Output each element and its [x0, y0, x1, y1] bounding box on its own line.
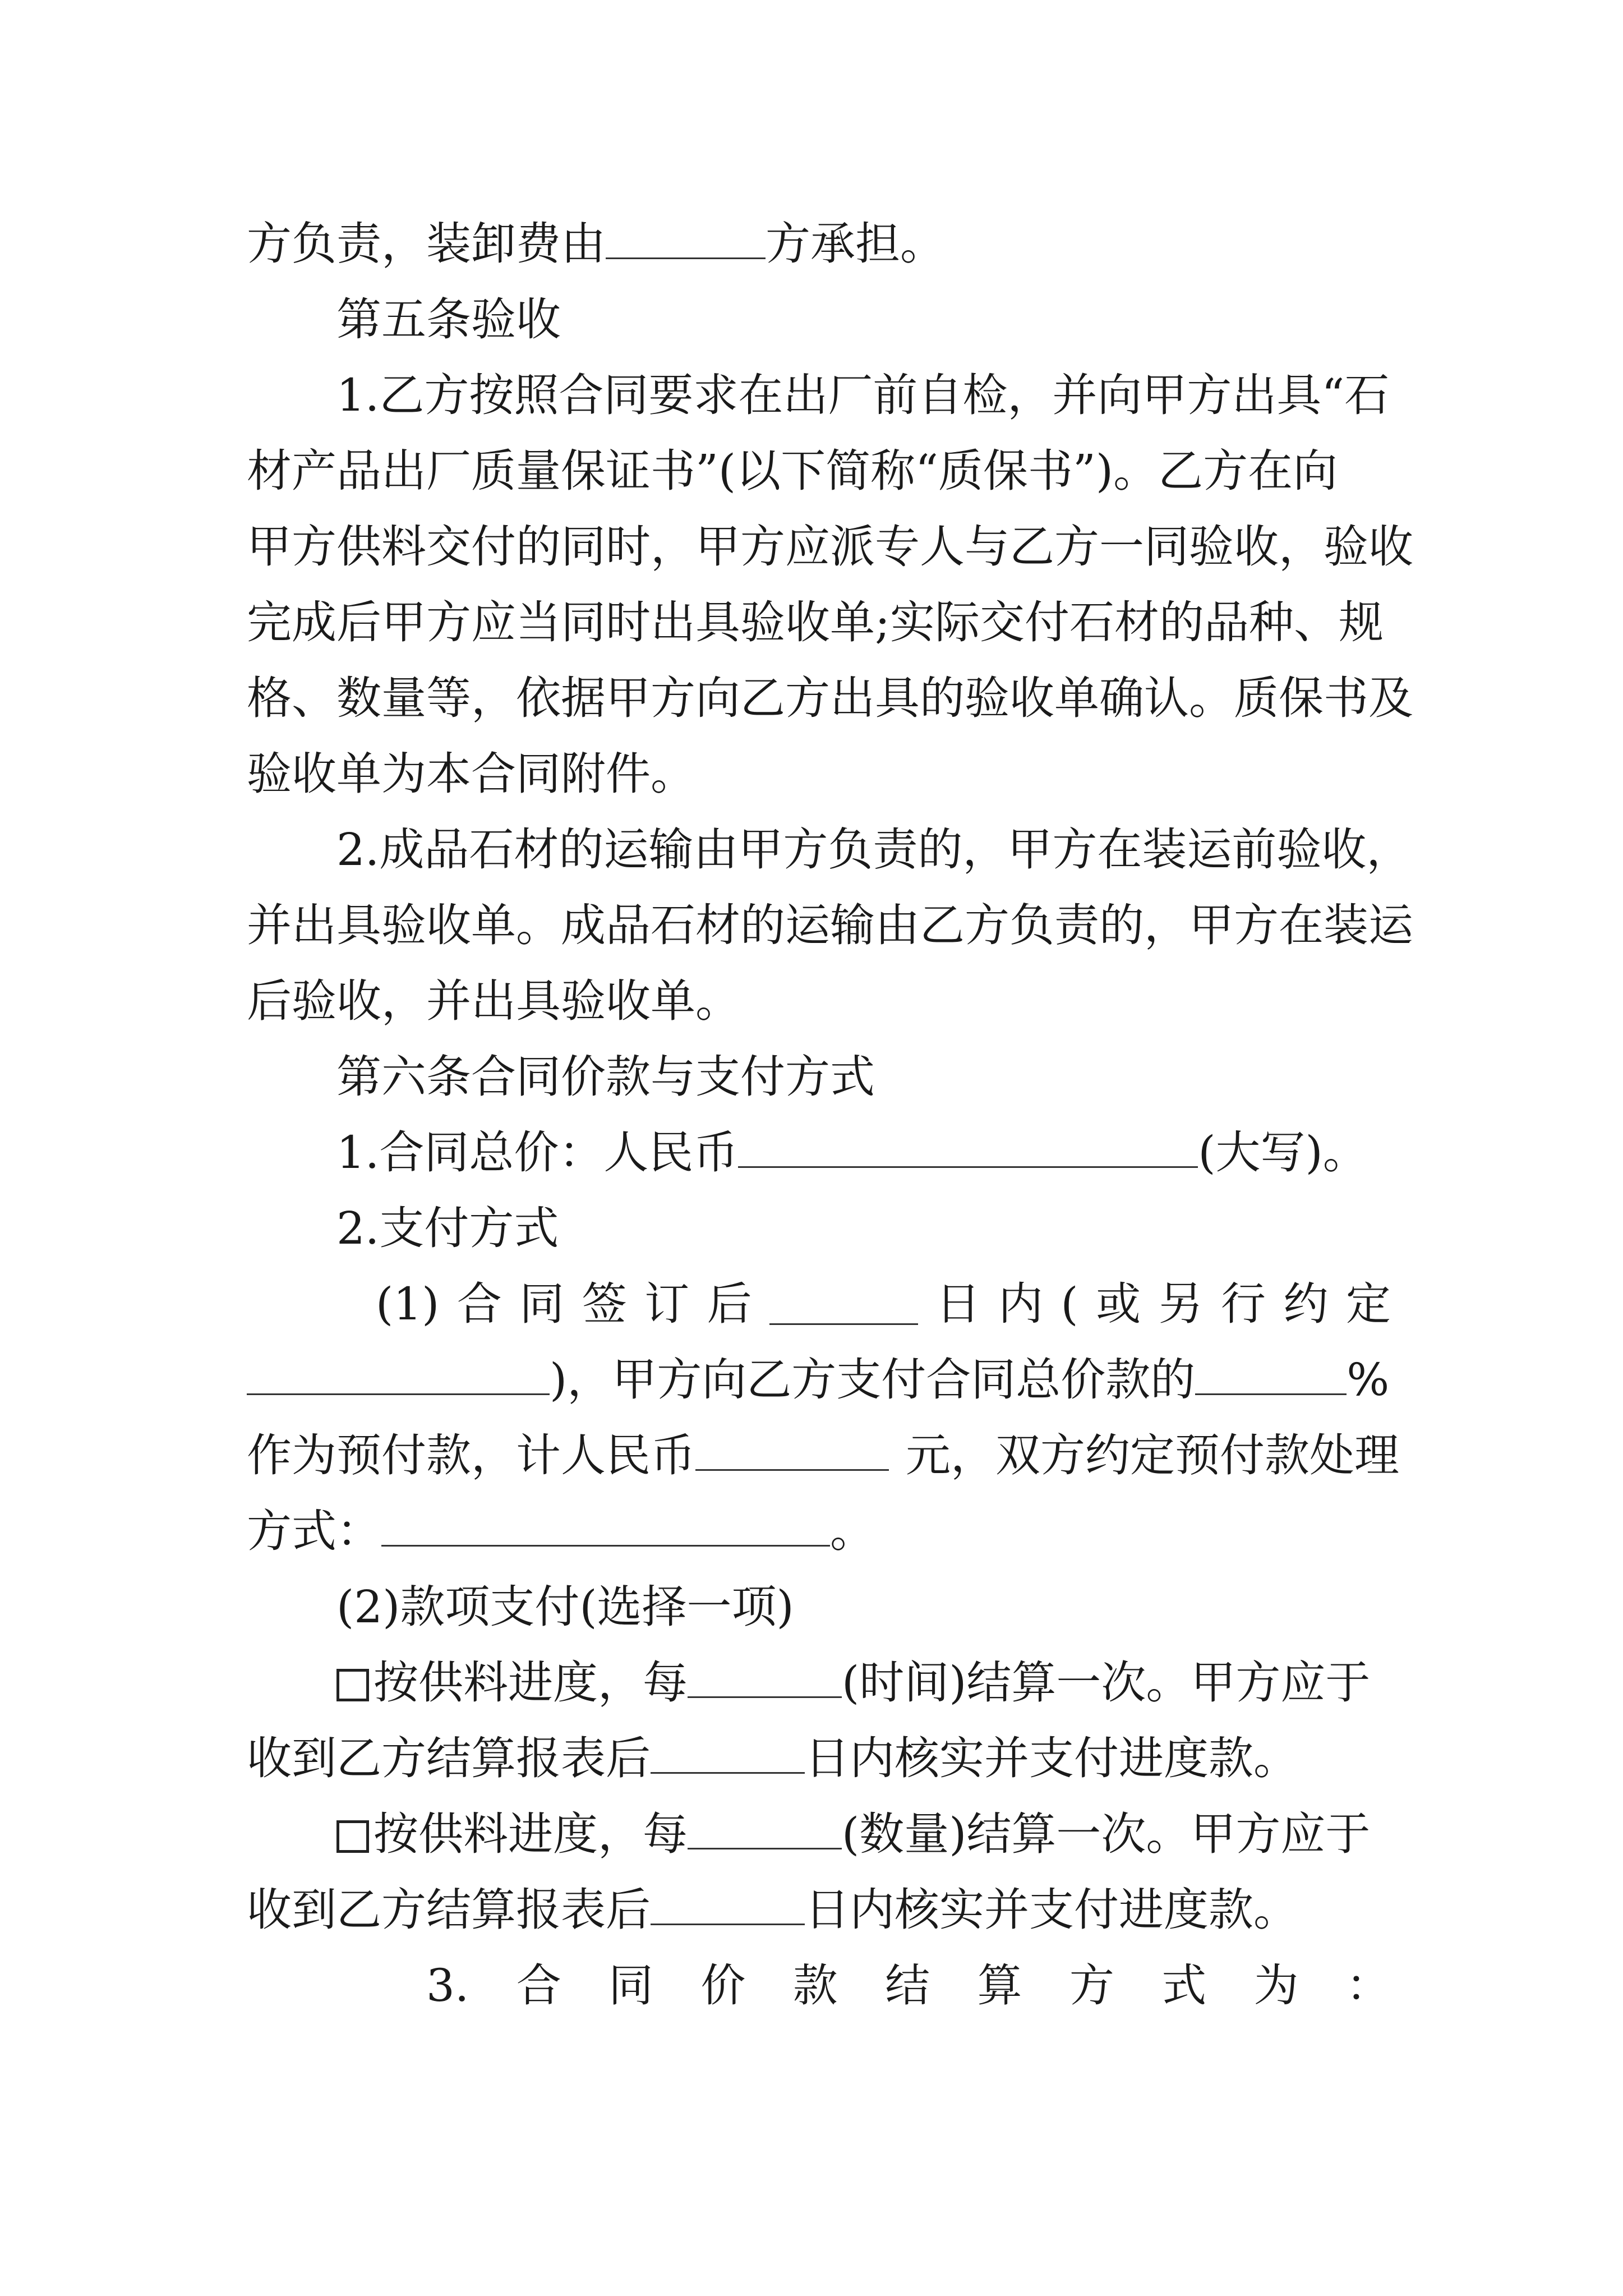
fill-blank — [738, 1127, 1198, 1168]
checkbox-icon[interactable] — [336, 1820, 369, 1853]
text-segment: 收到乙方结算报表后 — [247, 1884, 651, 1936]
text-segment: % — [1347, 1354, 1390, 1406]
text-segment: 日内核实并支付进度款。 — [805, 1732, 1298, 1784]
text-segment: 为 — [1253, 1959, 1299, 2012]
text-line — [247, 1416, 1399, 1495]
justified-line — [426, 1947, 1391, 2025]
text-line: 甲方供料交付的同时，甲方应派专人与乙方一同验收，验收 — [247, 521, 1413, 573]
text-segment: 。 — [830, 1505, 875, 1557]
text-segment: )，甲方向乙方支付合同总价款的 — [550, 1354, 1196, 1406]
text-segment: 签 — [582, 1278, 627, 1330]
text-line — [336, 1114, 1391, 1192]
text-line — [247, 1492, 1391, 1571]
text-line: 2.支付方式 — [336, 1202, 559, 1254]
fill-blank — [606, 218, 766, 259]
article-title: 第六条合同价款与支付方式 — [336, 1051, 875, 1103]
text-segment: (时间)结算一次。甲方应于 — [842, 1657, 1371, 1709]
text-line: 2.成品石材的运输由甲方负责的，甲方在装运前验收， — [336, 823, 1412, 876]
text-line: 1.乙方按照合同要求在出厂前自检，并向甲方出具“石 — [336, 369, 1390, 421]
text-segment: 算 — [977, 1959, 1022, 2012]
text-segment: (数量)结算一次。甲方应于 — [842, 1808, 1371, 1860]
text-segment: 按供料进度，每 — [374, 1657, 688, 1709]
fill-blank — [688, 1809, 842, 1849]
text-segment: 合 — [516, 1959, 561, 2012]
text-line — [247, 1719, 1391, 1798]
fill-blank — [381, 1506, 830, 1547]
text-segment: 日内核实并支付进度款。 — [805, 1884, 1298, 1936]
fill-blank — [651, 1733, 805, 1774]
text-segment: 另 — [1158, 1278, 1204, 1330]
text-segment: 行 — [1220, 1278, 1266, 1330]
text-segment: 价 — [700, 1959, 746, 2012]
text-segment: 式 — [1161, 1959, 1207, 2012]
text-line: 验收单为本合同附件。 — [247, 748, 695, 800]
text-segment: 日 — [935, 1278, 981, 1330]
text-line — [247, 1871, 1391, 1949]
text-segment: ( — [1061, 1278, 1078, 1330]
checkbox-icon[interactable] — [336, 1669, 369, 1701]
text-segment: 方式： — [247, 1505, 381, 1557]
fill-blank — [769, 1284, 918, 1325]
text-segment: 订 — [644, 1278, 690, 1330]
option-line — [336, 1644, 1391, 1722]
text-segment: 合 — [457, 1278, 502, 1330]
text-segment: 同 — [608, 1959, 654, 2012]
text-line: (2)款项支付(选择一项) — [336, 1581, 794, 1633]
text-segment: 定 — [1345, 1278, 1391, 1330]
fill-blank — [1195, 1354, 1347, 1395]
text-segment: 结 — [885, 1959, 930, 2012]
text-segment: 同 — [519, 1278, 565, 1330]
text-segment: ： — [1345, 1959, 1391, 2012]
text-segment: 后 — [707, 1278, 752, 1330]
text-line: 并出具验收单。成品石材的运输由乙方负责的，甲方在装运 — [247, 899, 1413, 951]
text-line: 完成后甲方应当同时出具验收单;实际交付石材的品种、规 — [247, 596, 1384, 648]
text-segment: 方 — [1069, 1959, 1114, 2012]
fill-blank — [651, 1884, 805, 1925]
text-segment: 方承担。 — [766, 218, 945, 270]
justified-line — [376, 1265, 1391, 1343]
text-segment: 方负责，装卸费由 — [247, 218, 606, 270]
text-line: 材产品出厂质量保证书”(以下简称“质保书”)。乙方在向 — [247, 445, 1338, 497]
text-line: 格、数量等，依据甲方向乙方出具的验收单确认。质保书及 — [247, 672, 1413, 724]
text-segment: (大写)。 — [1198, 1126, 1368, 1179]
text-segment: 1.合同总价：人民币 — [336, 1126, 739, 1179]
fill-blank — [247, 1354, 550, 1395]
text-segment: 或 — [1096, 1278, 1141, 1330]
fill-blank — [695, 1430, 889, 1471]
fill-blank — [688, 1657, 842, 1698]
text-segment: 收到乙方结算报表后 — [247, 1732, 651, 1784]
text-segment: 元，双方约定预付款处理 — [906, 1429, 1399, 1481]
text-segment: 作为预付款，计人民币 — [247, 1429, 695, 1481]
text-line — [247, 1341, 1391, 1419]
text-line: 后验收，并出具验收单。 — [247, 975, 740, 1027]
text-segment: 内 — [998, 1278, 1043, 1330]
text-segment: 款 — [792, 1959, 838, 2012]
text-segment: 约 — [1283, 1278, 1329, 1330]
text-line — [247, 205, 1391, 283]
text-segment: 按供料进度，每 — [374, 1808, 688, 1860]
article-title: 第五条验收 — [336, 293, 561, 346]
text-segment: (1) — [376, 1278, 440, 1330]
option-line — [336, 1795, 1391, 1874]
text-segment: 3. — [426, 1959, 469, 2012]
